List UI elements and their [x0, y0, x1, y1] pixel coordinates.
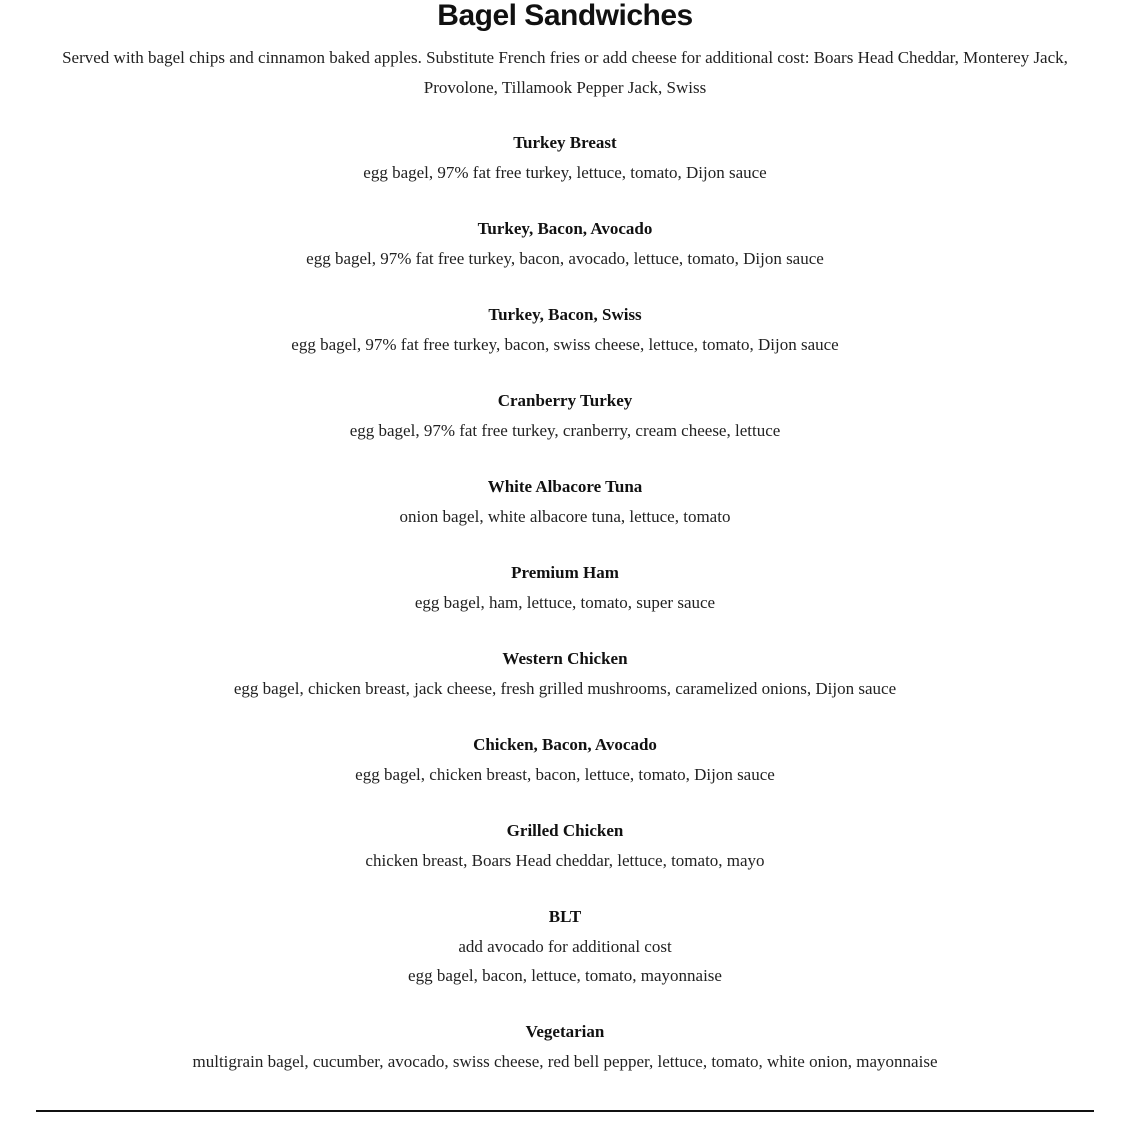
menu-item	[0, 386, 1130, 445]
menu-item-description: egg bagel, 97% fat free turkey, cranberry, cream cheese, lettuce	[349, 421, 781, 440]
menu-item-name: Turkey, Bacon, Swiss	[488, 305, 642, 324]
menu-item	[0, 730, 1130, 789]
menu-item-name: BLT	[548, 907, 582, 926]
menu-item-description: egg bagel, 97% fat free turkey, bacon, swiss cheese, lettuce, tomato, Dijon sauce	[291, 335, 839, 354]
menu-item	[0, 472, 1130, 531]
menu-item-name: Vegetarian	[525, 1022, 605, 1041]
menu-item-name: Chicken, Bacon, Avocado	[473, 735, 657, 754]
menu-item	[0, 558, 1130, 617]
menu-item-name: Turkey Breast	[513, 133, 617, 152]
menu-item	[0, 816, 1130, 875]
menu-item-description: egg bagel, 97% fat free turkey, lettuce, tomato, Dijon sauce	[363, 163, 767, 182]
menu-item-name: Turkey, Bacon, Avocado	[477, 219, 653, 238]
menu-item-description: egg bagel, 97% fat free turkey, bacon, avocado, lettuce, tomato, Dijon sauce	[306, 249, 824, 268]
menu-item	[0, 644, 1130, 703]
section-intro: Served with bagel chips and cinnamon baked apples. Substitute French fries or add cheese for additional cost: Boars Head Cheddar, Monterey Jack, Provolone, Tillamook Pepper Jack, Swiss	[62, 48, 1068, 97]
menu-item-description: egg bagel, chicken breast, jack cheese, fresh grilled mushrooms, caramelized onions, Dijon sauce	[233, 679, 897, 698]
menu-item-list	[0, 128, 1130, 1103]
menu-item-description: chicken breast, Boars Head cheddar, lettuce, tomato, mayo	[365, 851, 765, 870]
menu-item-description: egg bagel, bacon, lettuce, tomato, mayonnaise	[408, 966, 722, 985]
section-divider	[36, 1110, 1094, 1112]
menu-item	[0, 300, 1130, 359]
menu-item-description: onion bagel, white albacore tuna, lettuce, tomato	[399, 507, 731, 526]
menu-item-name: Grilled Chicken	[506, 821, 624, 840]
section-title: Bagel Sandwiches	[437, 0, 693, 32]
menu-item	[0, 128, 1130, 187]
menu-item	[0, 1017, 1130, 1076]
menu-item-name: Premium Ham	[511, 563, 619, 582]
menu-item-description: egg bagel, chicken breast, bacon, lettuce, tomato, Dijon sauce	[355, 765, 775, 784]
menu-item-description: add avocado for additional cost	[458, 937, 672, 956]
menu-item-name: White Albacore Tuna	[487, 477, 643, 496]
menu-item	[0, 902, 1130, 990]
menu-item-name: Western Chicken	[502, 649, 628, 668]
menu-item-description: multigrain bagel, cucumber, avocado, swiss cheese, red bell pepper, lettuce, tomato, white onion, mayonnaise	[192, 1052, 938, 1071]
menu-item-name: Cranberry Turkey	[497, 391, 633, 410]
menu-item	[0, 214, 1130, 273]
menu-item-description: egg bagel, ham, lettuce, tomato, super sauce	[414, 593, 716, 612]
